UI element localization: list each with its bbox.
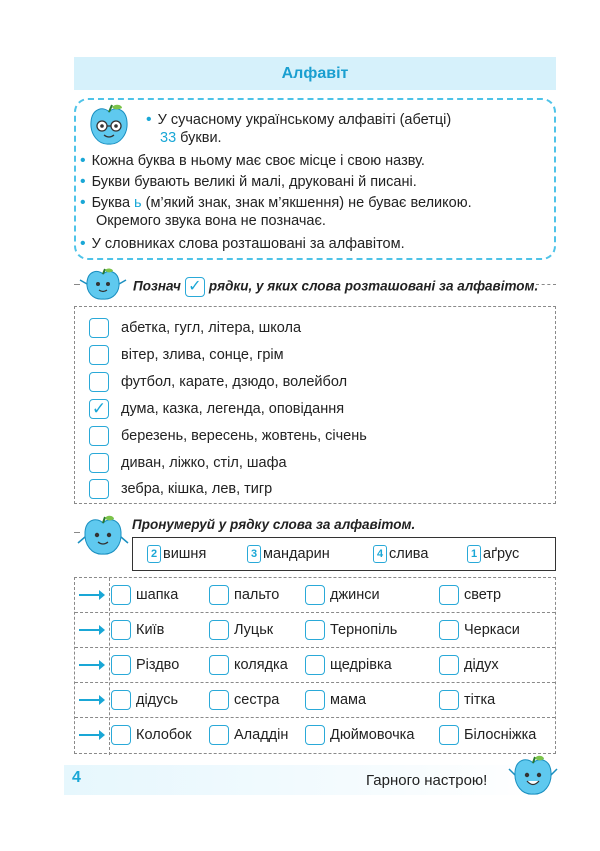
rule-4-suffix: (м’який знак, знак м’якшення) не буває великою. [141, 195, 472, 211]
rule-4-line2 [96, 212, 326, 231]
arrow-right-icon [79, 699, 103, 701]
number-box[interactable] [439, 725, 459, 745]
rule-1: • У сучасному українському алфавіті (абетці) [146, 111, 452, 128]
number-box[interactable] [111, 655, 131, 675]
cell-word: мама [330, 692, 367, 708]
rule-1-line2 [160, 129, 222, 148]
grid-cell [439, 655, 499, 675]
section-title [74, 57, 556, 90]
grid-cell [209, 585, 279, 605]
rule-1-number: 33 [160, 130, 177, 146]
example-item [467, 545, 519, 563]
number-box[interactable] [439, 620, 459, 640]
grid-cell [305, 620, 397, 640]
grid-cell [305, 725, 414, 745]
number-box[interactable] [305, 690, 325, 710]
row-text: футбол, карате, дзюдо, волейбол [121, 374, 348, 390]
row-checkbox[interactable] [89, 318, 109, 338]
number-box[interactable] [305, 725, 325, 745]
grid-cell [111, 585, 178, 605]
number-box[interactable] [111, 620, 131, 640]
cell-word: Колобок [136, 727, 192, 743]
row-text: дума, казка, легенда, оповідання [121, 401, 345, 417]
apple-mascot-icon [508, 755, 558, 797]
example-item [373, 545, 428, 563]
grid-cell [111, 690, 178, 710]
arrow-right-icon [79, 594, 103, 596]
cell-word: Тернопіль [330, 622, 398, 638]
rule-2: • Кожна буква в ньому має своє місце і свою назву. [80, 152, 425, 169]
number-box[interactable]: 2 [147, 545, 161, 563]
cell-word: Аладдін [234, 727, 289, 743]
arrow-right-icon [79, 664, 103, 666]
page-number: 4 [72, 769, 81, 786]
grid-cell [209, 655, 288, 675]
apple-mascot-icon [86, 104, 132, 148]
number-box[interactable] [305, 585, 325, 605]
footer-message: Гарного настрою! [366, 772, 488, 789]
grid-cell [439, 725, 536, 745]
example-word: слива [389, 546, 429, 562]
grid-row [75, 613, 555, 648]
rule-2-text: Кожна буква в ньому має своє місце і свою назву. [91, 153, 425, 169]
grid-cell [439, 585, 501, 605]
example-item [247, 545, 330, 563]
task1-title-before: Познач [133, 278, 181, 294]
grid-cell [439, 620, 520, 640]
rule-1-line2-text: букви. [176, 130, 222, 146]
list-item [89, 316, 301, 340]
number-box[interactable]: 4 [373, 545, 387, 563]
cell-word: колядка [234, 657, 288, 673]
row-text: зебра, кішка, лев, тигр [121, 481, 273, 497]
number-box[interactable] [111, 725, 131, 745]
number-box[interactable] [439, 655, 459, 675]
cell-word: Білосніжка [464, 727, 537, 743]
grid-cell [111, 620, 164, 640]
divider [74, 532, 80, 533]
example-item [147, 545, 206, 563]
number-box[interactable] [209, 690, 229, 710]
cell-word: сестра [234, 692, 280, 708]
task1-title-after: рядки, у яких слова розташовані за алфавітом. [208, 278, 539, 294]
number-box[interactable] [305, 620, 325, 640]
rule-5: • У словниках слова розташовані за алфавітом. [80, 235, 405, 252]
number-box[interactable] [111, 690, 131, 710]
list-item [89, 451, 287, 475]
grid-row [75, 683, 555, 718]
task2-title: Пронумеруй у рядку слова за алфавітом. [132, 517, 416, 532]
arrow-right-icon [79, 629, 103, 631]
cell-word: дідусь [136, 692, 179, 708]
grid-cell [439, 690, 495, 710]
arrow-right-icon [79, 734, 103, 736]
cell-word: дідух [464, 657, 499, 673]
number-box[interactable] [111, 585, 131, 605]
rule-4-letter: ь [134, 195, 142, 211]
row-checkbox[interactable] [89, 479, 109, 499]
divider [74, 284, 80, 285]
list-item [89, 477, 272, 501]
grid-cell [111, 655, 179, 675]
grid-cell [305, 585, 380, 605]
rule-5-text: У словниках слова розташовані за алфавітом. [91, 236, 405, 252]
number-box[interactable] [439, 690, 459, 710]
rule-3-text: Букви бувають великі й малі, друковані й писані. [91, 174, 417, 190]
row-checkbox[interactable]: ✓ [89, 399, 109, 419]
cell-word: пальто [234, 587, 280, 603]
cell-word: джинси [330, 587, 380, 603]
grid-cell [209, 690, 279, 710]
grid-row [75, 578, 555, 613]
cell-word: Різдво [136, 657, 180, 673]
example-word: мандарин [263, 546, 330, 562]
row-checkbox[interactable] [89, 426, 109, 446]
number-box[interactable] [209, 725, 229, 745]
number-box[interactable]: 3 [247, 545, 261, 563]
number-box[interactable]: 1 [467, 545, 481, 563]
cell-word: Дюймовочка [330, 727, 415, 743]
example-row [132, 537, 556, 571]
apple-mascot-icon [76, 515, 130, 557]
list-item [89, 370, 347, 394]
rule-1-text: У сучасному українському алфавіті (абетці) [157, 112, 452, 128]
row-text: абетка, гугл, літера, школа [121, 320, 302, 336]
grid-cell [305, 690, 366, 710]
grid-cell [305, 655, 392, 675]
check-icon: ✓ [185, 277, 205, 297]
row-checkbox[interactable] [89, 345, 109, 365]
cell-word: тітка [464, 692, 496, 708]
example-word: вишня [163, 546, 207, 562]
row-checkbox[interactable] [89, 453, 109, 473]
rule-4-line2-text: Окремого звука вона не позначає. [96, 213, 326, 229]
grid-row [75, 648, 555, 683]
cell-word: Київ [136, 622, 165, 638]
rule-3: • Букви бувають великі й малі, друковані й писані. [80, 173, 417, 190]
list-item [89, 424, 367, 448]
grid-cell [209, 725, 288, 745]
row-text: вітер, злива, сонце, грім [121, 347, 284, 363]
row-text: диван, ліжко, стіл, шафа [121, 455, 287, 471]
row-text: березень, вересень, жовтень, січень [121, 428, 367, 444]
cell-word: светр [464, 587, 502, 603]
rule-4-prefix: Буква [91, 195, 135, 211]
grid-cell [111, 725, 192, 745]
number-box[interactable] [305, 655, 325, 675]
cell-word: Луцьк [234, 622, 274, 638]
cell-word: шапка [136, 587, 179, 603]
grid-row [75, 718, 555, 753]
row-checkbox[interactable] [89, 372, 109, 392]
number-box[interactable] [209, 620, 229, 640]
cell-word: щедрівка [330, 657, 392, 673]
grid-cell [209, 620, 273, 640]
task2-grid [74, 577, 556, 754]
number-box[interactable] [209, 655, 229, 675]
task1-title [133, 277, 538, 297]
number-box[interactable] [209, 585, 229, 605]
divider [536, 284, 556, 285]
list-item [89, 343, 284, 367]
example-word: аґрус [483, 546, 520, 562]
list-item [89, 397, 344, 421]
section-title-text: Алфавіт [281, 64, 349, 82]
rule-4: • Буква ь (м’який знак, знак м’якшення) не буває великою. [80, 194, 472, 211]
apple-mascot-icon [78, 268, 128, 302]
number-box[interactable] [439, 585, 459, 605]
task1-list [74, 306, 556, 504]
cell-word: Черкаси [464, 622, 520, 638]
